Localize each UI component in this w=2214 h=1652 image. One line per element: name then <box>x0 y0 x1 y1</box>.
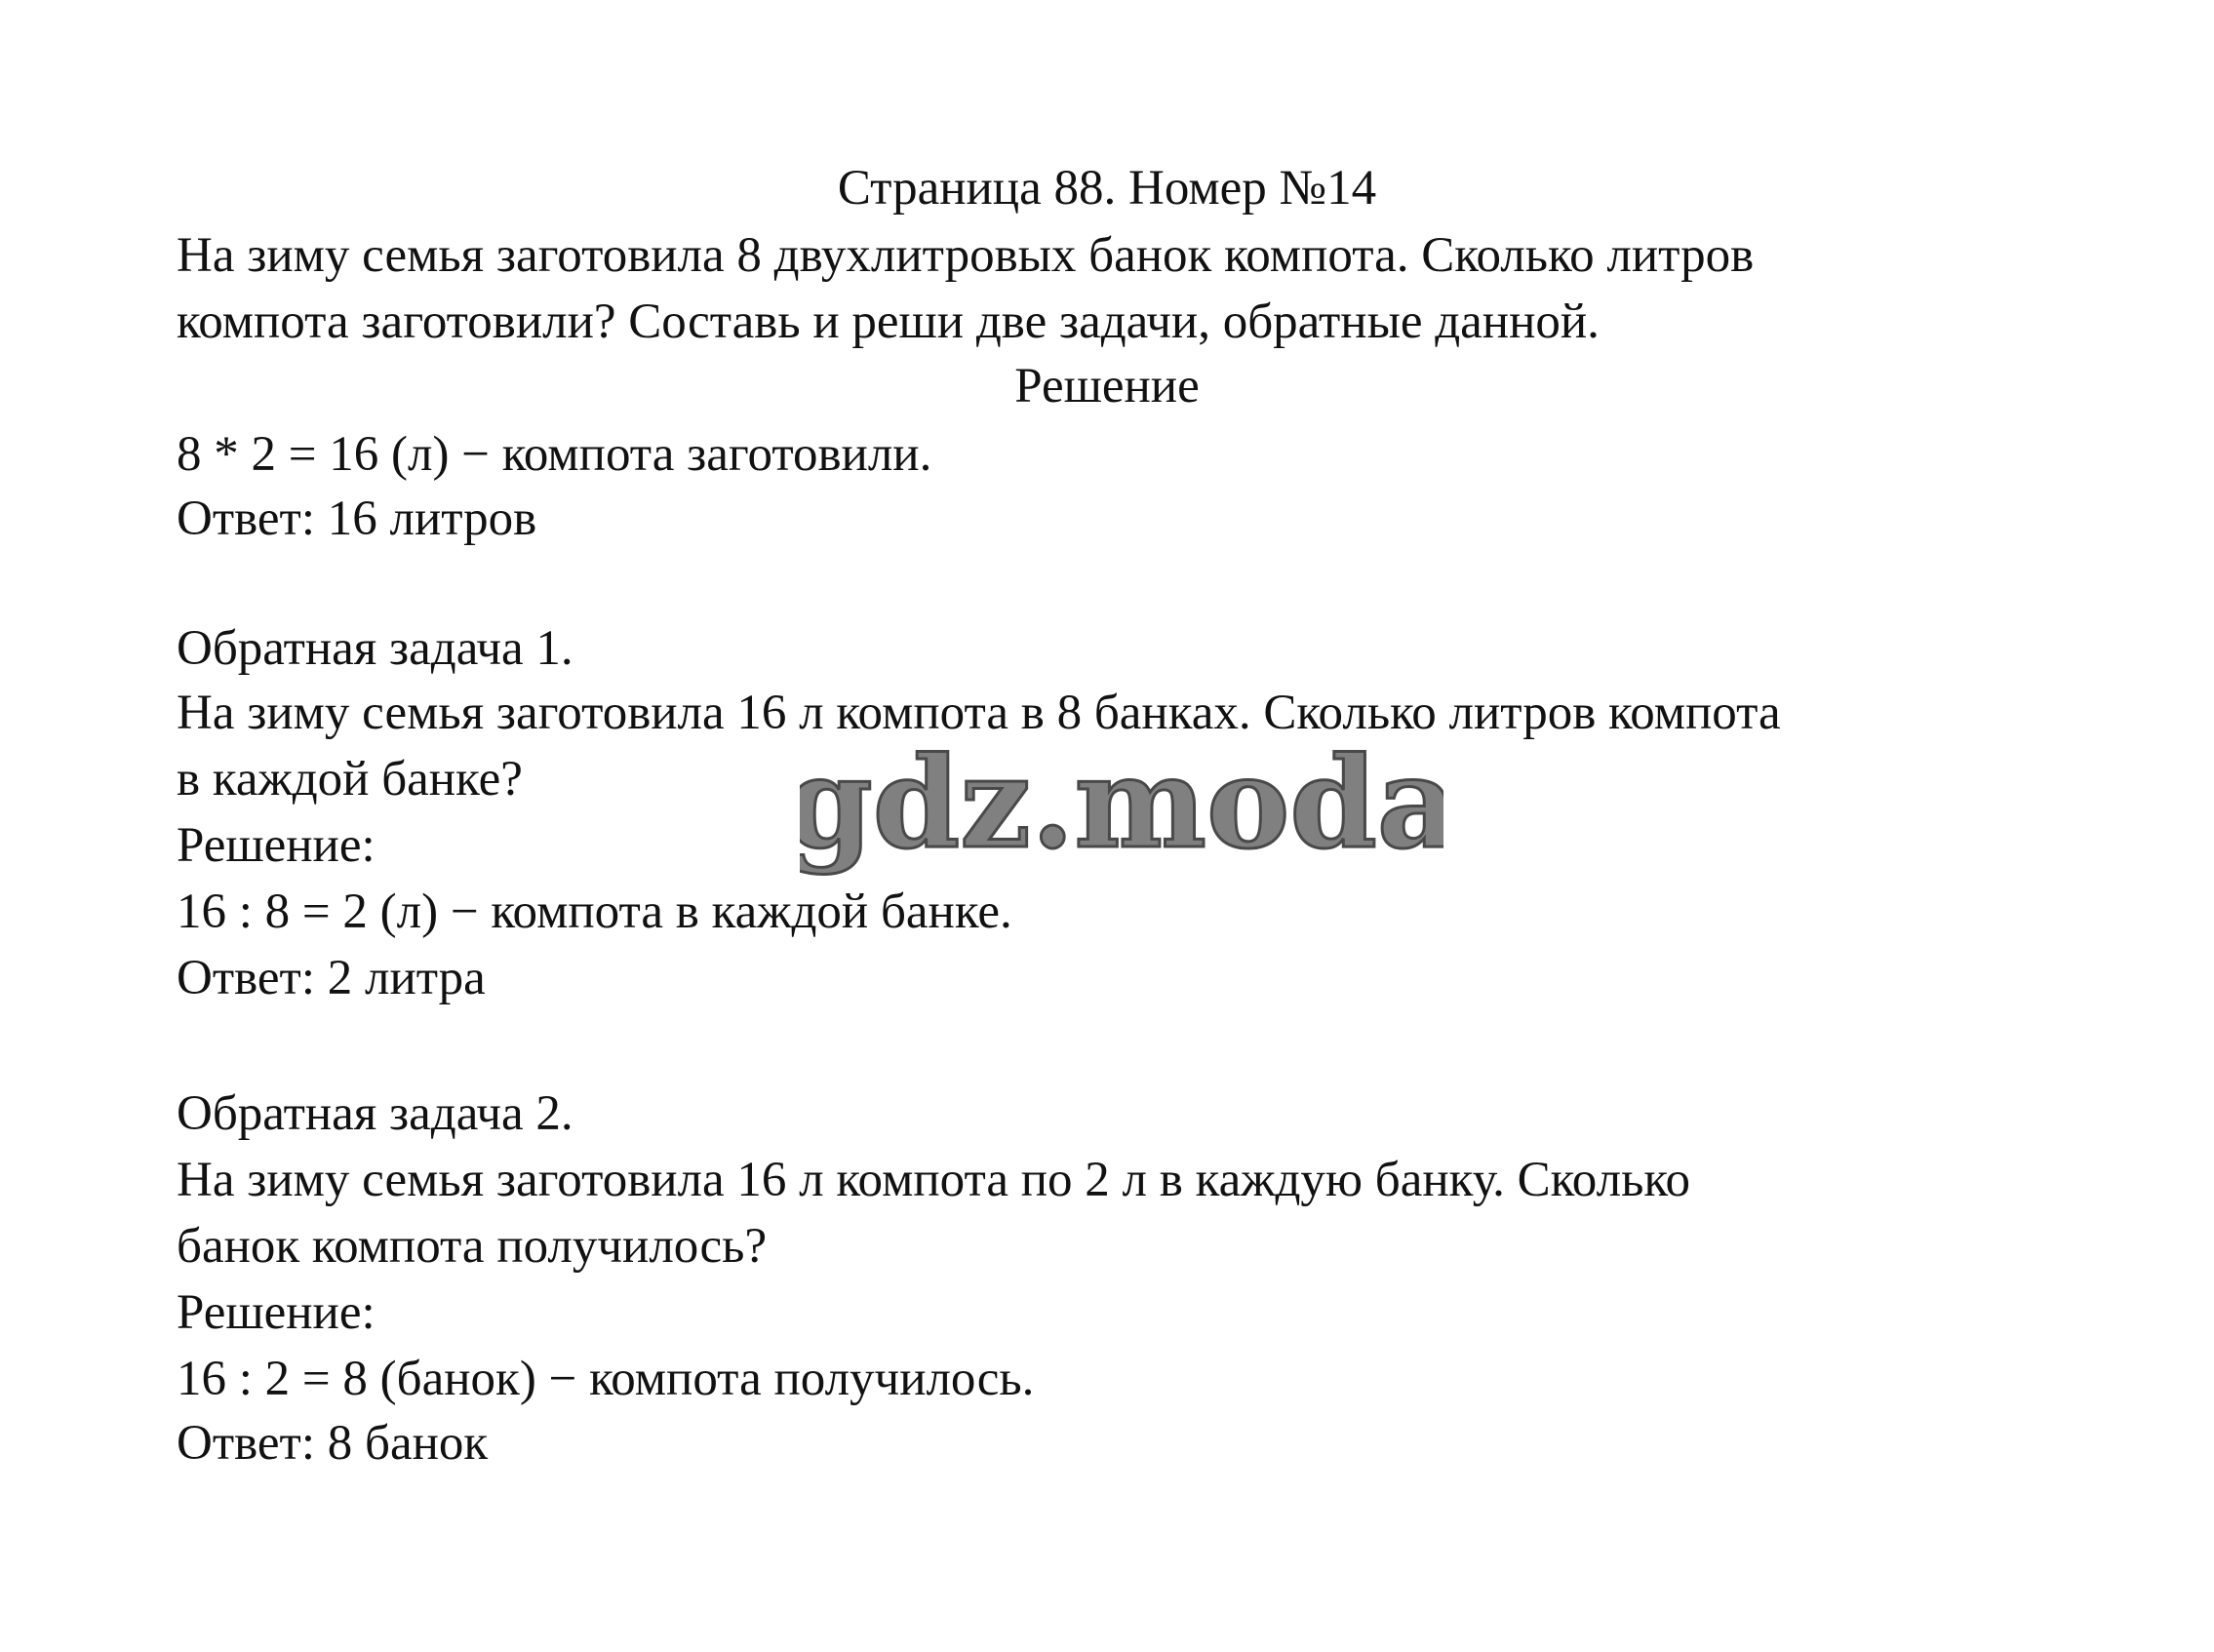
inverse1-answer: Ответ: 2 литра <box>177 951 486 1005</box>
inverse1-solution-label: Решение: <box>177 818 376 873</box>
inverse2-solution-label: Решение: <box>177 1285 376 1340</box>
inverse1-text-line-1: На зиму семья заготовила 16 л компота в 8 банках. Сколько литров компота <box>177 686 1781 740</box>
watermark-logo <box>800 741 1443 887</box>
solution-equation: 8 * 2 = 16 (л) − компота заготовили. <box>177 427 932 482</box>
inverse2-title: Обратная задача 2. <box>177 1086 573 1141</box>
solution-heading: Решение <box>1014 359 1200 413</box>
problem-text-line-1: На зиму семья заготовила 8 двухлитровых банок компота. Сколько литров <box>177 228 1755 283</box>
watermark-text: gdz.moda <box>800 741 1443 877</box>
inverse1-title: Обратная задача 1. <box>177 621 573 676</box>
inverse2-answer: Ответ: 8 банок <box>177 1416 489 1471</box>
inverse2-text-line-1: На зиму семья заготовила 16 л компота по 2 л в каждую банку. Сколько <box>177 1153 1691 1207</box>
inverse1-solution-equation: 16 : 8 = 2 (л) − компота в каждой банке. <box>177 885 1012 939</box>
page-heading: Страница 88. Номер №14 <box>837 161 1377 216</box>
problem-text-line-2: компота заготовили? Составь и реши две задачи, обратные данной. <box>177 295 1600 349</box>
inverse2-solution-equation: 16 : 2 = 8 (банок) − компота получилось. <box>177 1352 1035 1406</box>
inverse2-text-line-2: банок компота получилось? <box>177 1219 768 1274</box>
answer-line: Ответ: 16 литров <box>177 492 537 546</box>
inverse1-text-line-2: в каждой банке? <box>177 752 523 806</box>
